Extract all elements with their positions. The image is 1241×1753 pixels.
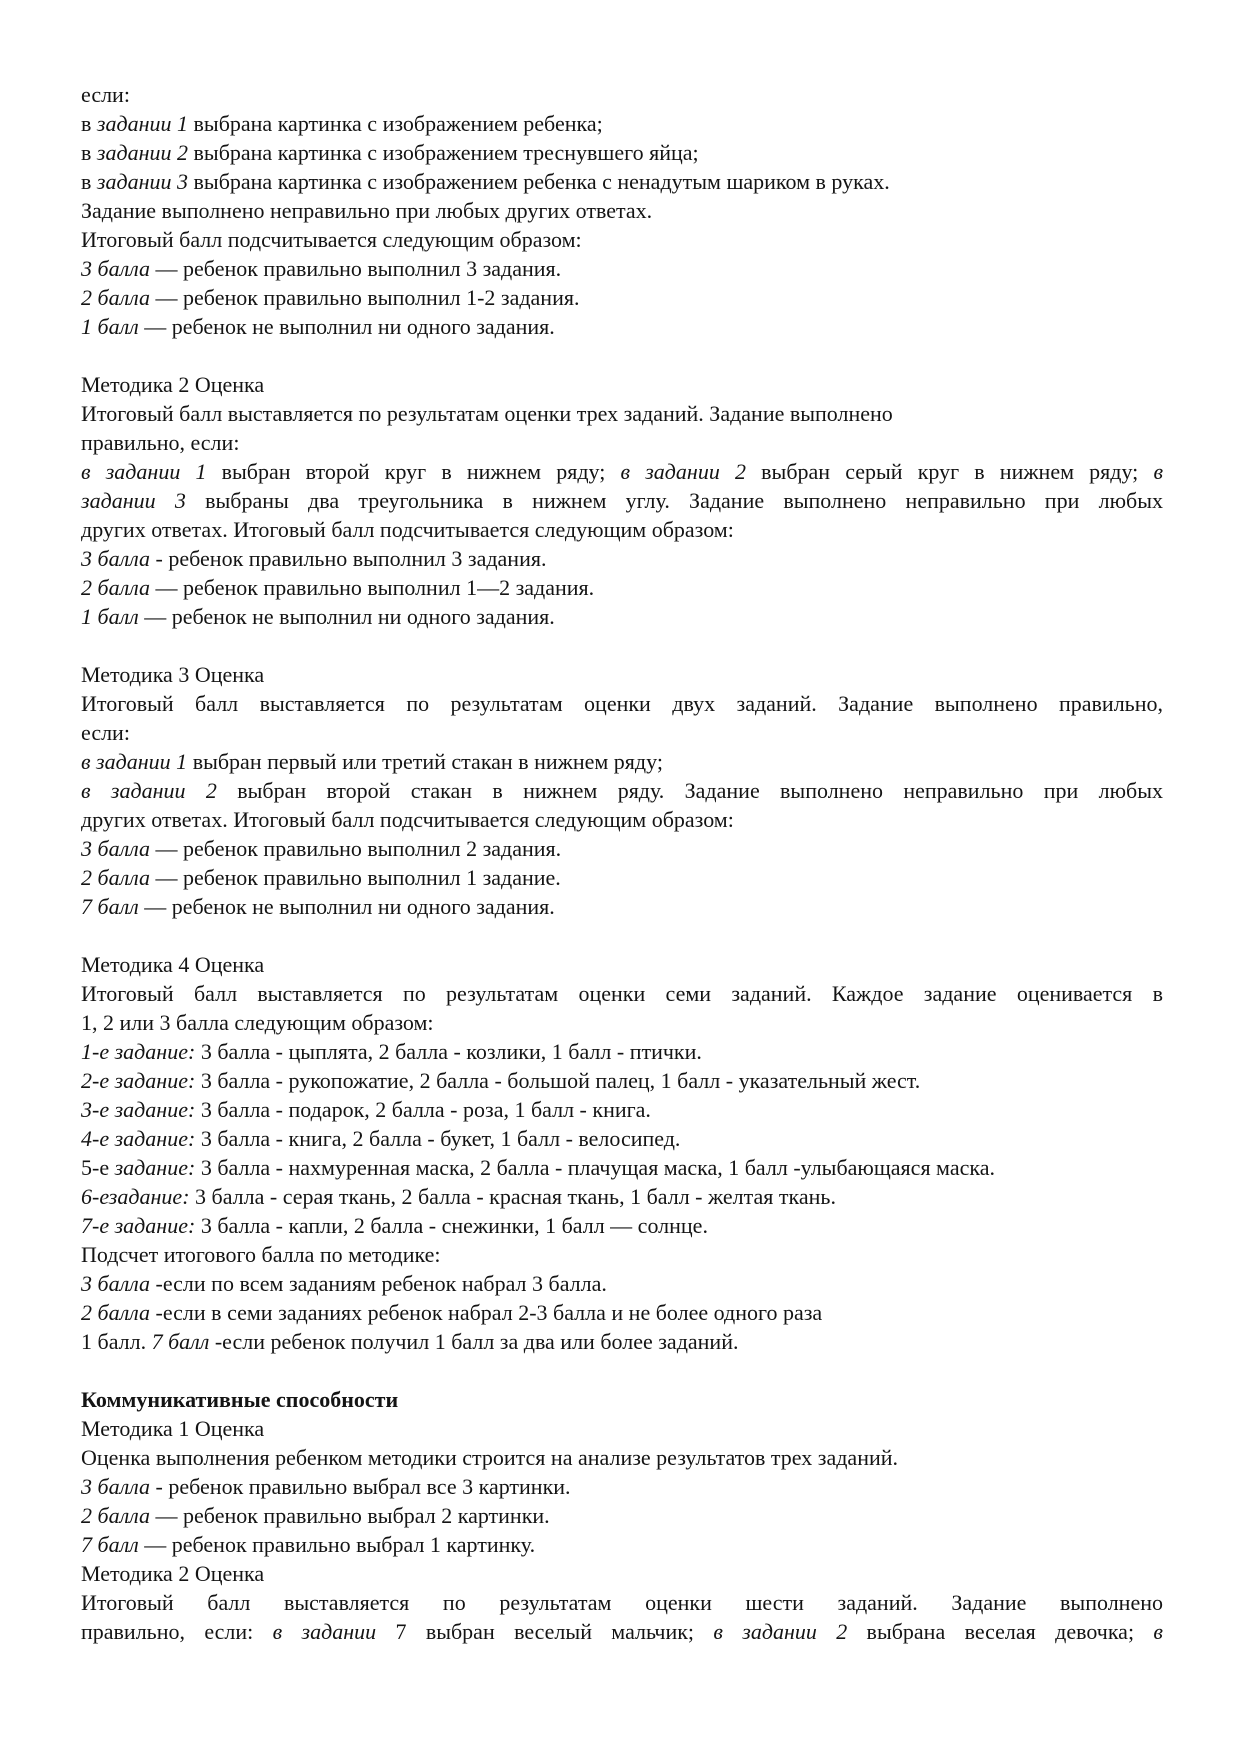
text-segment: 7-е задание: [81,1213,196,1238]
text-line [81,1095,1163,1124]
text-segment: Методика 3 Оценка [81,662,265,687]
text-line [81,1153,1163,1182]
text-segment: -если в семи заданиях ребенок набрал 2-3 балла и не более одного раза [150,1300,823,1325]
text-segment: 3 балла [81,1474,151,1499]
text-segment: задании 1 [96,111,189,136]
text-segment: Задание выполнено неправильно при любых других ответах. [81,198,653,223]
text-segment: правильно, если: [81,430,240,455]
text-segment: -если ребенок получил 1 балл за два или более заданий. [209,1329,739,1354]
text-segment: если: [81,82,130,107]
text-segment: -если по всем заданиям ребенок набрал 3 балла. [150,1271,607,1296]
text-line [81,1269,1163,1298]
text-segment: в [81,140,97,165]
text-segment: других ответах. Итоговый балл подсчитывается следующим образом: [81,807,734,832]
text-segment: - ребенок правильно выполнил 3 задания. [150,546,547,571]
text-line [81,138,1163,167]
paragraph-gap [81,631,1163,660]
text-line [81,805,1163,834]
text-line [81,225,1163,254]
text-segment: Итоговый балл выставляется по результатам оценки трех заданий. Задание выполнено [81,401,893,426]
text-segment: 2 балла [81,285,151,310]
text-line [81,892,1163,921]
text-line [81,1211,1163,1240]
text-segment: 3 балла [81,546,151,571]
text-segment: — ребенок правильно выбрал 2 картинки. [150,1503,550,1528]
text-segment: выбран первый или третий стакан в нижнем ряду; [187,749,663,774]
text-line [81,486,1163,515]
text-segment: 3 балла - капли, 2 балла - снежинки, 1 балл — солнце. [195,1213,708,1238]
text-segment: выбран второй круг в нижнем ряду; [206,459,621,484]
text-segment: в [81,111,97,136]
text-segment: Методика 2 Оценка [81,1561,265,1586]
text-line [81,196,1163,225]
document-page [81,80,1163,1646]
text-segment: — ребенок правильно выполнил 3 задания. [150,256,562,281]
text-line [81,1501,1163,1530]
text-segment: выбрана картинка с изображением ребенка; [188,111,603,136]
text-line [81,312,1163,341]
text-segment: 3 балла [81,256,151,281]
text-line [81,254,1163,283]
text-segment: 2 балла [81,865,151,890]
text-segment: — ребенок правильно выполнил 1—2 задания. [150,575,595,600]
paragraph-gap [81,341,1163,370]
text-segment: выбран второй стакан в нижнем ряду. Задание выполнено неправильно при любых [216,778,1163,803]
text-segment: выбрана картинка с изображением ребенка с ненадутым шариком в руках. [188,169,890,194]
text-segment: 4-е задание: [81,1126,196,1151]
text-segment: если: [81,720,130,745]
text-segment: - ребенок правильно выбрал все 3 картинки. [150,1474,571,1499]
text-segment: 2 балла [81,575,151,600]
paragraph [81,660,1163,921]
text-segment: правильно, если: [81,1619,273,1644]
text-segment: выбраны два треугольника в нижнем углу. Задание выполнено неправильно при любых [185,488,1163,513]
text-segment: в [1153,1619,1163,1644]
text-segment: 3 балла [81,1271,151,1296]
text-segment: задании 3 [81,488,186,513]
text-segment: в [1153,459,1163,484]
text-line [81,80,1163,109]
text-segment: 2 балла [81,1300,151,1325]
text-line [81,399,1163,428]
text-line [81,776,1163,805]
paragraph [81,80,1163,341]
text-line [81,1182,1163,1211]
text-segment: 1 балл [81,314,139,339]
text-segment: — ребенок правильно выполнил 2 задания. [150,836,562,861]
text-segment: — ребенок правильно выполнил 1-2 задания. [150,285,580,310]
text-segment: 3 балла - нахмуренная маска, 2 балла - плачущая маска, 1 балл -улыбающаяся маска. [195,1155,995,1180]
text-line [81,834,1163,863]
text-line [81,689,1163,718]
text-segment: 6-езадание: [81,1184,190,1209]
text-segment: в [81,169,97,194]
text-segment: 3-е задание: [81,1097,196,1122]
text-segment: в задании 1 [81,749,188,774]
section-heading-text: Коммуникативные способности [81,1387,399,1412]
text-line [81,428,1163,457]
text-segment: — ребенок правильно выполнил 1 задание. [150,865,561,890]
text-segment: в задании 1 [81,459,207,484]
text-segment: 3 балла - рукопожатие, 2 балла - большой палец, 1 балл - указательный жест. [195,1068,921,1093]
text-segment: Итоговый балл выставляется по результатам оценки семи заданий. Каждое задание оценивается в [81,981,1163,1006]
text-line [81,747,1163,776]
text-line [81,1530,1163,1559]
text-segment: в задании 2 [713,1619,848,1644]
text-segment: 2 балла [81,1503,151,1528]
text-segment: задании 2 [96,140,189,165]
text-segment: Оценка выполнения ребенком методики строится на анализе результатов трех заданий. [81,1445,899,1470]
text-segment: 7 балл [151,1329,210,1354]
text-segment: 1 балл. [81,1329,152,1354]
paragraph [81,950,1163,1356]
text-line [81,457,1163,486]
text-line [81,1559,1163,1588]
text-line [81,1385,1163,1414]
text-line [81,109,1163,138]
text-line [81,979,1163,1008]
text-segment: 1-е задание: [81,1039,196,1064]
text-line [81,1124,1163,1153]
text-segment: в задании 2 [81,778,217,803]
text-segment: выбрана веселая девочка; [847,1619,1154,1644]
text-line [81,370,1163,399]
paragraph [81,370,1163,631]
text-line [81,1066,1163,1095]
text-segment: 7 балл [81,894,139,919]
text-segment: 3 балла [81,836,151,861]
text-line [81,602,1163,631]
text-segment: Итоговый балл выставляется по результатам оценки двух заданий. Задание выполнено правильно, [81,691,1163,716]
text-line [81,1443,1163,1472]
text-segment: 3 балла - подарок, 2 балла - роза, 1 балл - книга. [195,1097,651,1122]
paragraph-gap [81,1356,1163,1385]
text-segment: 5-е [81,1155,115,1180]
text-segment: 7 балл [81,1532,139,1557]
text-segment: — ребенок правильно выбрал 1 картинку. [138,1532,536,1557]
text-line [81,1588,1163,1617]
text-segment: 1 балл [81,604,139,629]
text-segment: Итоговый балл выставляется по результатам оценки шести заданий. Задание выполнено [81,1590,1163,1615]
text-segment: Методика 4 Оценка [81,952,265,977]
text-segment: в задании 2 [620,459,746,484]
text-segment: Итоговый балл подсчитывается следующим образом: [81,227,582,252]
text-segment: 7 выбран веселый мальчик; [376,1619,714,1644]
text-line [81,1240,1163,1269]
text-line [81,1414,1163,1443]
text-line [81,950,1163,979]
paragraph-gap [81,921,1163,950]
text-segment: задании 3 [96,169,189,194]
text-segment: — ребенок не выполнил ни одного задания. [138,604,555,629]
text-segment: Методика 2 Оценка [81,372,265,397]
text-segment: Методика 1 Оценка [81,1416,265,1441]
text-line [81,544,1163,573]
text-line [81,515,1163,544]
text-line [81,718,1163,747]
text-line [81,1008,1163,1037]
text-line [81,1298,1163,1327]
text-segment: задание: [114,1155,196,1180]
text-segment: в задании [272,1619,377,1644]
text-segment: 3 балла - книга, 2 балла - букет, 1 балл - велосипед. [195,1126,681,1151]
text-line [81,1472,1163,1501]
text-line [81,1037,1163,1066]
text-segment: — ребенок не выполнил ни одного задания. [138,894,555,919]
text-segment: Подсчет итогового балла по методике: [81,1242,441,1267]
text-segment: выбран серый круг в нижнем ряду; [746,459,1154,484]
text-segment: 1, 2 или 3 балла следующим образом: [81,1010,434,1035]
text-line [81,1327,1163,1356]
paragraph [81,1385,1163,1646]
text-line [81,863,1163,892]
text-line [81,1617,1163,1646]
text-segment: 3 балла - серая ткань, 2 балла - красная ткань, 1 балл - желтая ткань. [189,1184,836,1209]
text-line [81,283,1163,312]
text-segment: 3 балла - цыплята, 2 балла - козлики, 1 балл - птички. [195,1039,702,1064]
text-segment: — ребенок не выполнил ни одного задания. [138,314,555,339]
text-segment: других ответах. Итоговый балл подсчитывается следующим образом: [81,517,734,542]
text-line [81,573,1163,602]
text-segment: выбрана картинка с изображением треснувшего яйца; [188,140,699,165]
text-line [81,660,1163,689]
text-line [81,167,1163,196]
text-segment: 2-е задание: [81,1068,196,1093]
